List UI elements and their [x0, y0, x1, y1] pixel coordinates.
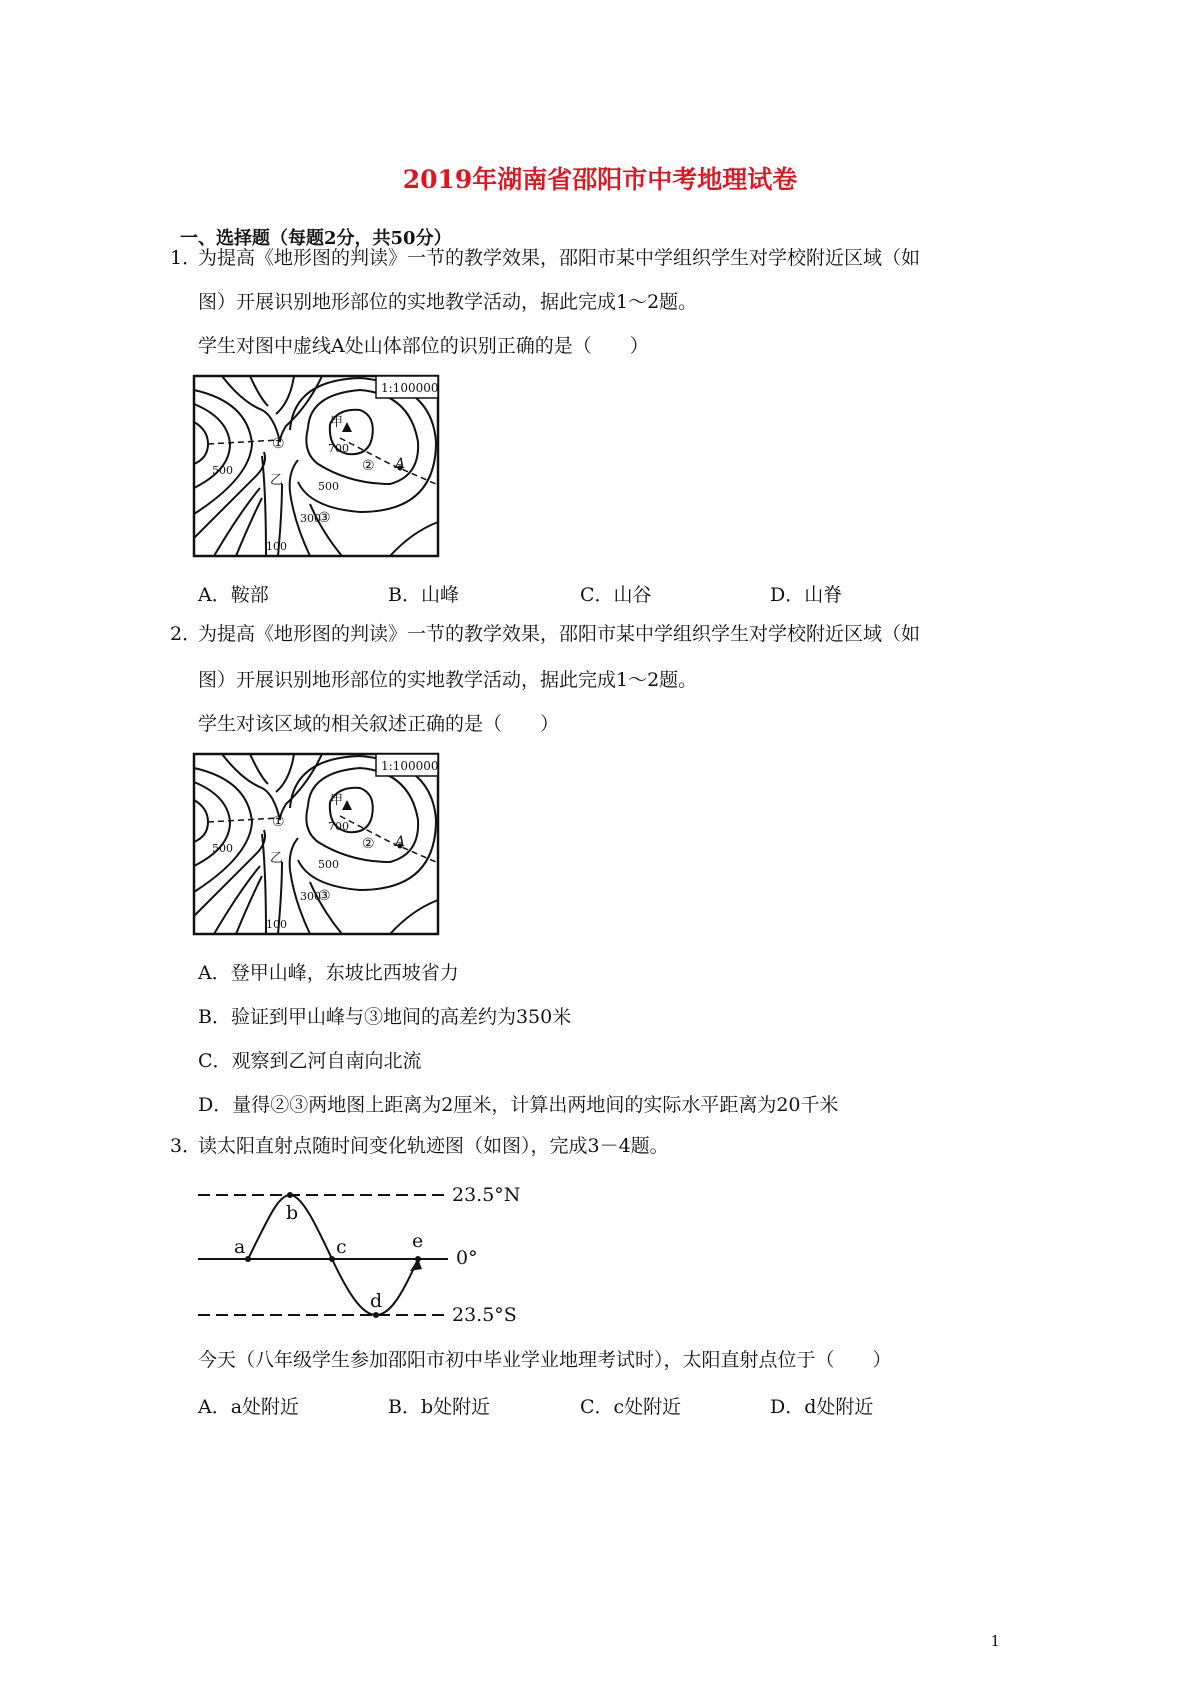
map-scale: 1:100000 [381, 381, 439, 395]
question-stem: 为提高《地形图的判读》一节的教学效果，邵阳市某中学组织学生对学校附近区域（如 [198, 623, 921, 645]
map-label: ① [272, 436, 285, 452]
question-prompt: 今天（八年级学生参加邵阳市初中毕业学业地理考试时），太阳直射点位于（ ） [198, 1349, 892, 1371]
map-label: 乙 [270, 851, 284, 866]
option-a[interactable]: A．登甲山峰，东坡比西坡省力 [198, 962, 459, 984]
option-c[interactable]: C．观察到乙河自南向北流 [198, 1050, 422, 1072]
option-d[interactable]: D．山脊 [770, 584, 843, 606]
map-label: ③ [318, 510, 331, 526]
map-label: 甲 [330, 793, 344, 808]
option-b[interactable]: B．山峰 [388, 584, 459, 606]
question-stem: 为提高《地形图的判读》一节的教学效果，邵阳市某中学组织学生对学校附近区域（如 [198, 247, 921, 269]
option-c[interactable]: C．c处附近 [580, 1396, 682, 1418]
map-label: A [395, 456, 406, 472]
map-label: ② [362, 836, 375, 852]
map-label: 500 [212, 464, 233, 477]
question-stem: 读太阳直射点随时间变化轨迹图（如图），完成3－4题。 [198, 1135, 669, 1157]
sun-path-diagram [190, 1175, 530, 1325]
page-title: 2019年湖南省邵阳市中考地理试卷 [402, 165, 798, 194]
option-b[interactable]: B．b处附近 [388, 1396, 491, 1418]
contour-map [190, 750, 442, 938]
point-label: e [412, 1230, 424, 1252]
question-number: 1． [170, 247, 202, 269]
map-label: 700 [328, 820, 349, 833]
question-stem: 图）开展识别地形部位的实地教学活动，据此完成1～2题。 [198, 669, 698, 691]
option-a[interactable]: A．鞍部 [198, 584, 269, 606]
equator-label: 0° [456, 1247, 478, 1269]
map-label: 700 [328, 442, 349, 455]
point-label: b [286, 1202, 299, 1224]
map-label: ③ [318, 888, 331, 904]
map-label: ② [362, 458, 375, 474]
latitude-label-south: 23.5°S [452, 1304, 517, 1325]
map-label: ① [272, 814, 285, 830]
point-label: d [370, 1290, 383, 1312]
map-label: 300 [300, 512, 321, 525]
question-number: 2． [170, 623, 202, 645]
option-a[interactable]: A．a处附近 [198, 1396, 300, 1418]
option-d[interactable]: D．d处附近 [770, 1396, 874, 1418]
map-label: 100 [266, 540, 287, 553]
option-c[interactable]: C．山谷 [580, 584, 652, 606]
map-scale: 1:100000 [381, 759, 439, 773]
question-prompt: 学生对该区域的相关叙述正确的是（ ） [198, 713, 560, 735]
map-label: 100 [266, 918, 287, 931]
map-label: 甲 [330, 415, 344, 430]
map-label: 500 [318, 480, 339, 493]
point-label: a [234, 1236, 246, 1258]
map-label: A [395, 834, 406, 850]
latitude-label-north: 23.5°N [452, 1184, 521, 1206]
question-stem: 图）开展识别地形部位的实地教学活动，据此完成1～2题。 [198, 291, 698, 313]
question-prompt: 学生对图中虚线A处山体部位的识别正确的是（ ） [198, 335, 649, 357]
option-d[interactable]: D．量得②③两地图上距离为2厘米，计算出两地间的实际水平距离为20千米 [198, 1094, 839, 1116]
point-label: c [336, 1236, 347, 1258]
map-label: 500 [212, 842, 233, 855]
page-number: 1 [990, 1632, 1000, 1650]
map-label: 500 [318, 858, 339, 871]
map-label: 乙 [270, 473, 284, 488]
contour-map [190, 372, 442, 560]
map-label: 300 [300, 890, 321, 903]
option-b[interactable]: B．验证到甲山峰与③地间的高差约为350米 [198, 1006, 572, 1028]
section-heading: 一、选择题（每题2分，共50分） [180, 228, 452, 249]
question-number: 3． [170, 1135, 202, 1157]
